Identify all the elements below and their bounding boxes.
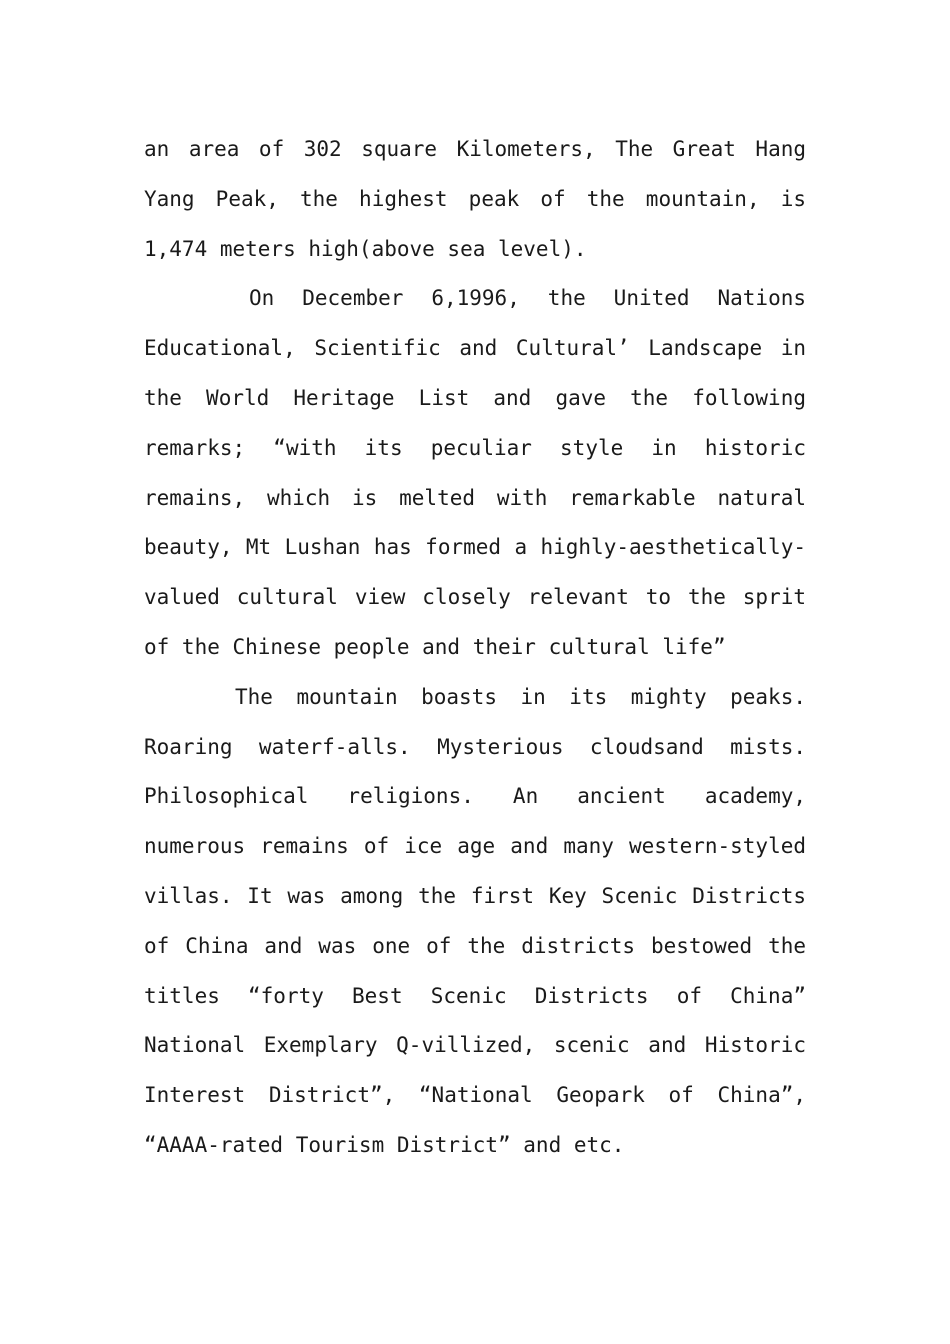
body-text bbox=[144, 125, 806, 1171]
paragraph-mountain-features: The mountain boasts in its mighty peaks. Roaring waterf-alls. Mysterious cloudsand mists. Philosophical religions. An ancient academy, numerous remains of ice age and many western-styled villas. It was among the first Key Scenic Districts of China and was one of the districts bestowed the titles “forty Best Scenic Districts of China” National Exemplary Q-villized, scenic and Historic Interest District”, “National Geopark of China”, “AAAA-rated Tourism District” and etc. bbox=[144, 684, 806, 1157]
paragraph-area-description: an area of 302 square Kilometers, The Great Hang Yang Peak, the highest peak of the mountain, is 1,474 meters high(above sea level). bbox=[144, 137, 806, 261]
paragraph-unesco-listing: On December 6,1996, the United Nations Educational, Scientific and Cultural’ Landscape in the World Heritage List and gave the following remarks; “with its peculiar style in historic remains, which is melted with remarkable natural beauty, Mt Lushan has formed a highly-aesthetically-valued cultural view closely relevant to the sprit of the Chinese people and their cultural life” bbox=[144, 286, 806, 659]
